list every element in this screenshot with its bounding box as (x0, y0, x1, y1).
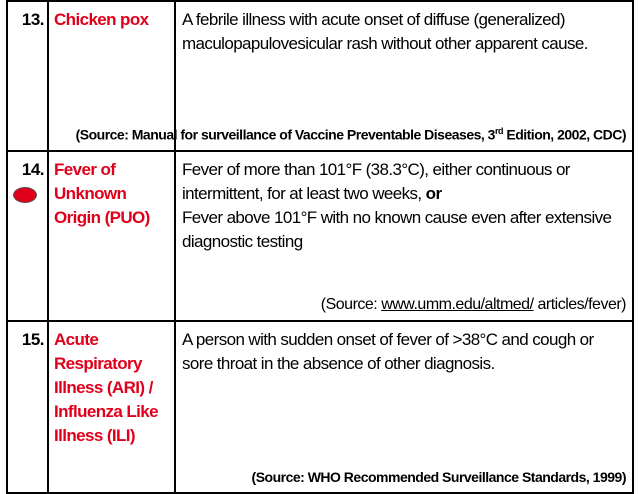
term-ari-ili: Acute Respiratory Illness (ARI) / Influenza Like Illness (ILI) (48, 321, 175, 493)
definitions-table (6, 0, 634, 494)
source-citation: (Source: www.umm.edu/altmed/ articles/fever) (320, 296, 626, 313)
source-citation: (Source: WHO Recommended Surveillance Standards, 1999) (251, 469, 626, 485)
definition-text: Fever of more than 101°F (38.3°C), either continuous or intermittent, for at least two weeks, (182, 160, 570, 203)
definition-text: A person with sudden onset of fever of >38°C and cough or sore throat in the absence of other diagnosis. (182, 330, 594, 373)
row-number: 15. (7, 321, 48, 493)
term-chicken-pox: Chicken pox (48, 1, 175, 151)
table-row (7, 321, 633, 493)
definition-text: A febrile illness with acute onset of diffuse (generalized) maculopapulovesicular rash without other apparent cause. (182, 10, 588, 53)
definition-or: or (421, 184, 442, 203)
definition-text-2: Fever above 101°F with no known cause even after extensive diagnostic testing (182, 208, 612, 251)
table-row (7, 1, 633, 151)
red-oval-bullet-icon (13, 187, 37, 203)
definition-cell (175, 151, 633, 321)
term-fever-unknown-origin: Fever of Unknown Origin (PUO) (48, 151, 175, 321)
row-number: 13. (7, 1, 48, 151)
row-number: 14. (7, 151, 48, 321)
table-row (7, 151, 633, 321)
definition-cell (175, 321, 633, 493)
source-citation: (Source: Manual for surveillance of Vaccine Preventable Diseases, 3rd Edition, 2002, CDC) (75, 126, 626, 143)
source-link[interactable]: www.umm.edu/altmed/ (381, 296, 534, 313)
